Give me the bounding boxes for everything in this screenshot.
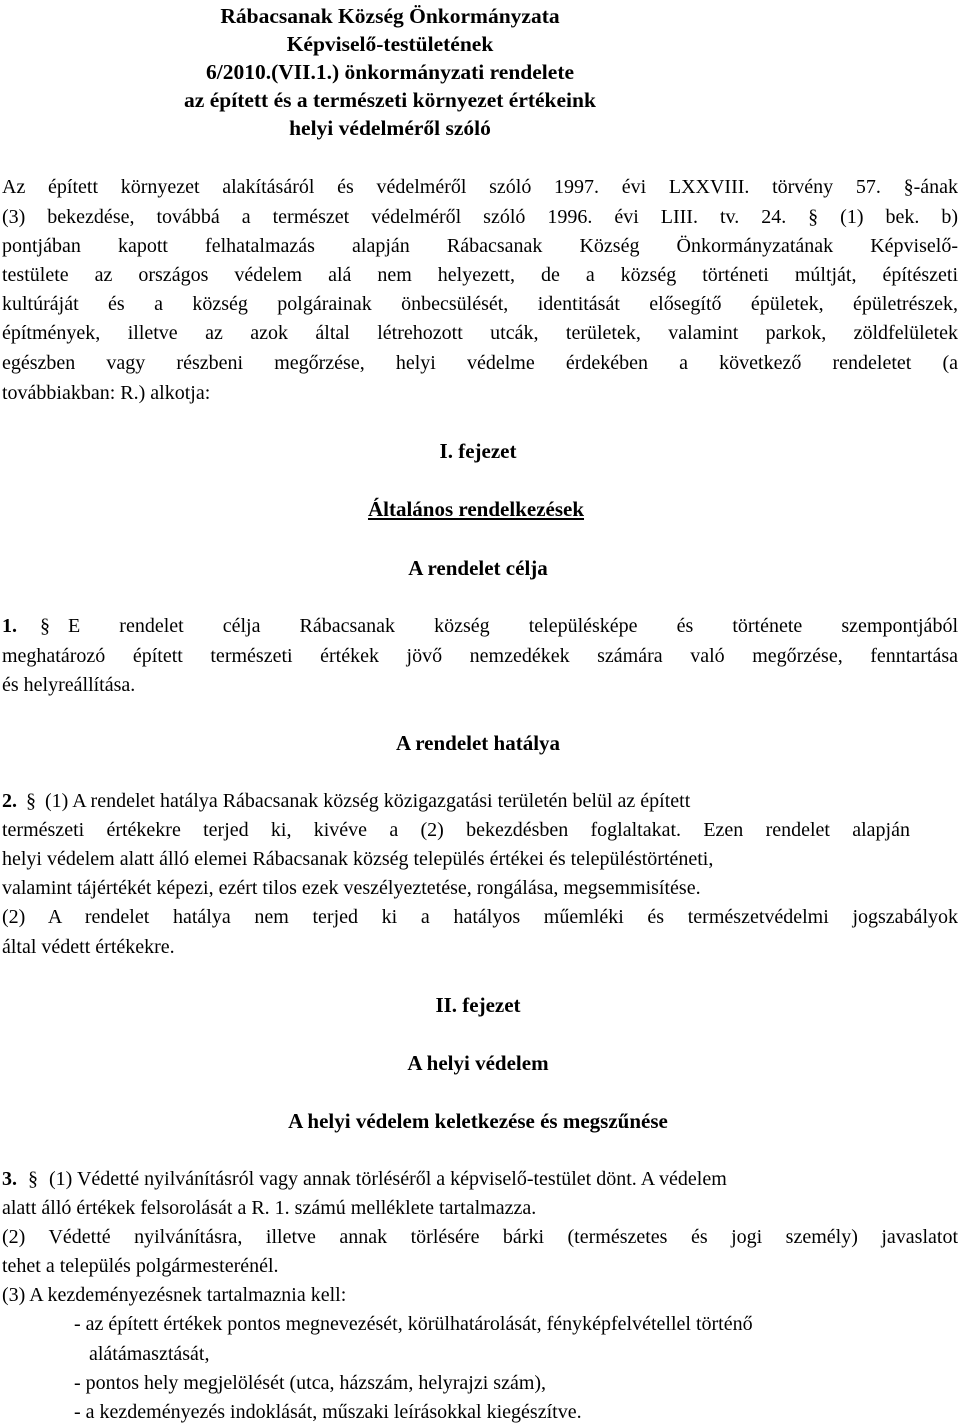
chapter-1-title: Általános rendelkezések [367, 497, 585, 521]
paragraph-line: valamint tájértékét képezi, ezért tilos ezek veszélyeztetése, rongálása, megsemmisítése. [2, 877, 701, 899]
paragraph-line: tehet a település polgármesterénél. [2, 1255, 279, 1277]
section-title-keletkezese: A helyi védelem keletkezése és megszűnése [288, 1109, 668, 1133]
paragraph-line: (2) A rendelet hatálya nem terjed ki a hatályos műemléki és természetvédelmi jogszabályok [2, 906, 958, 928]
section-title-celja: A rendelet célja [408, 556, 548, 580]
section-symbol: § [26, 790, 36, 812]
preamble-line: Az épített környezet alakításáról és védelméről szóló 1997. évi LXXVIII. törvény 57. §-ának [2, 176, 958, 198]
preamble-line: kultúráját és a község polgárainak önbecsülését, identitását elősegítő épületek, épületrészek, [2, 293, 958, 315]
section-symbol: § [28, 1168, 38, 1190]
document-title [80, 0, 700, 142]
title-line-5: helyi védelméről szóló [289, 116, 491, 140]
paragraph-line: és helyreállítása. [2, 674, 136, 696]
chapter-2-title: A helyi védelem [407, 1051, 549, 1075]
paragraph-line: E rendelet célja Rábacsanak község településképe és története szempontjából [68, 615, 958, 637]
preamble-line: továbbiakban: R.) alkotja: [2, 382, 211, 404]
title-line-2: Képviselő-testületének [286, 32, 494, 56]
preamble-line: (3) bekezdése, továbbá a természet védelméről szóló 1996. évi LIII. tv. 24. § (1) bek. b) [2, 206, 958, 228]
list-item: - a kezdeményezés indoklását, műszaki leírásokkal kiegészítve. [74, 1401, 582, 1423]
paragraph-line: (1) A rendelet hatálya Rábacsanak község közigazgatási területén belül az épített [45, 790, 691, 812]
paragraph-number: 2. [2, 790, 17, 812]
list-item: - pontos hely megjelölését (utca, házszám, helyrajzi szám), [74, 1372, 547, 1394]
paragraph-line: helyi védelem alatt álló elemei Rábacsanak község település értékei és településtörténeti, [2, 848, 714, 870]
paragraph-line: (3) A kezdeményezésnek tartalmaznia kell: [2, 1284, 347, 1306]
paragraph-number: 1. [2, 615, 17, 637]
title-line-4: az épített és a természeti környezet értékeink [184, 88, 596, 112]
paragraph-number: 3. [2, 1168, 17, 1190]
section-symbol: § [40, 615, 50, 637]
list-item: - az épített értékek pontos megnevezését, körülhatárolását, fényképfelvétellel történő [74, 1313, 753, 1335]
preamble-line: pontjában kapott felhatalmazás alapján Rábacsanak Község Önkormányzatának Képviselő- [2, 235, 958, 257]
paragraph-line: alatt álló értékek felsorolását a R. 1. számú melléklete tartalmazza. [2, 1197, 537, 1219]
preamble-line: egészben vagy részbeni megőrzése, helyi védelme érdekében a következő rendeletet (a [2, 352, 958, 374]
preamble-line: testülete az országos védelem alá nem helyezett, de a község történeti múltját, építészeti [2, 264, 958, 286]
paragraph-line: által védett értékekre. [2, 936, 175, 958]
paragraph-line: meghatározó épített természeti értékek jövő nemzedékek számára való megőrzése, fenntartása [2, 645, 958, 667]
paragraph-line: (1) Védetté nyilvánításról vagy annak törléséről a képviselő-testület dönt. A védelem [49, 1168, 727, 1190]
chapter-1-number: I. fejezet [439, 439, 517, 463]
chapter-2-number: II. fejezet [435, 993, 521, 1017]
title-line-1: Rábacsanak Község Önkormányzata [220, 4, 560, 28]
section-title-hatalya: A rendelet hatálya [395, 731, 561, 755]
paragraph-line: természeti értékekre terjed ki, kivéve a (2) bekezdésben foglaltakat. Ezen rendelet alapján [2, 819, 910, 841]
list-item-continuation: alátámasztását, [89, 1343, 210, 1365]
paragraph-line: (2) Védetté nyilvánításra, illetve annak törlésére bárki (természetes és jogi személy) javaslatot [2, 1226, 958, 1248]
preamble-line: építmények, illetve az azok által létrehozott utcák, területek, valamint parkok, zöldfelületek [2, 322, 958, 344]
title-line-3: 6/2010.(VII.1.) önkormányzati rendelete [205, 60, 575, 84]
